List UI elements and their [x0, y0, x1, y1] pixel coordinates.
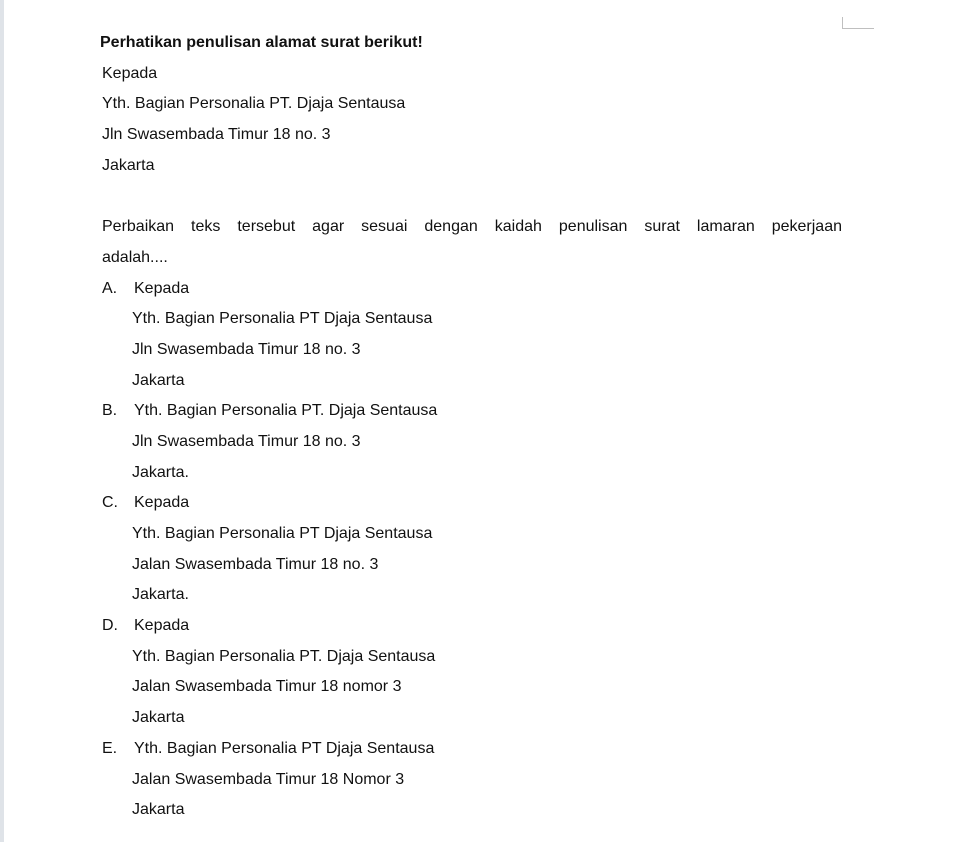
- option-c[interactable]: [102, 488, 842, 611]
- option-letter: D.: [102, 617, 118, 635]
- option-line: Yth. Bagian Personalia PT Djaja Sentausa: [132, 525, 433, 542]
- option-line: Yth. Bagian Personalia PT Djaja Sentausa: [132, 310, 433, 328]
- original-address: [102, 59, 842, 182]
- option-line: Jakarta.: [132, 586, 189, 604]
- option-line: Kepada: [134, 494, 190, 512]
- document-page: [102, 28, 842, 826]
- question-title: Perhatikan penulisan alamat surat berikut!: [100, 34, 423, 51]
- option-line: Kepada: [134, 617, 190, 635]
- option-line: Jakarta.: [132, 463, 189, 481]
- option-letter: A.: [102, 279, 118, 297]
- address-line: Jakarta: [102, 156, 155, 174]
- option-line: Yth. Bagian Personalia PT Djaja Sentausa: [134, 739, 435, 757]
- option-a[interactable]: [102, 274, 842, 397]
- option-line: Yth. Bagian Personalia PT. Djaja Sentausa: [134, 402, 438, 420]
- option-line: Jakarta: [132, 371, 185, 389]
- option-letter: E.: [102, 739, 118, 757]
- option-line: Kepada: [134, 279, 190, 297]
- option-letter: C.: [102, 494, 118, 512]
- question-prompt: Perbaikan teks tersebut agar sesuai dengan kaidah penulisan surat lamaran pekerjaan: [102, 218, 842, 236]
- option-line: Jln Swasembada Timur 18 no. 3: [132, 432, 361, 450]
- question-prompt-end: adalah....: [102, 248, 168, 266]
- address-line: Jln Swasembada Timur 18 no. 3: [102, 126, 331, 144]
- option-line: Jalan Swasembada Timur 18 nomor 3: [132, 678, 402, 696]
- option-line: Jalan Swasembada Timur 18 no. 3: [132, 555, 379, 573]
- option-b[interactable]: [102, 396, 842, 488]
- option-e[interactable]: [102, 734, 842, 826]
- address-line: Yth. Bagian Personalia PT. Djaja Sentausa: [102, 95, 406, 113]
- option-line: Jln Swasembada Timur 18 no. 3: [132, 340, 361, 358]
- option-letter: B.: [102, 402, 118, 420]
- option-line: Jalan Swasembada Timur 18 Nomor 3: [132, 770, 405, 788]
- address-line: Kepada: [102, 64, 158, 82]
- left-page-gutter: [0, 0, 4, 842]
- option-line: Yth. Bagian Personalia PT. Djaja Sentausa: [132, 647, 436, 665]
- option-line: Jakarta: [132, 801, 185, 819]
- option-line: Jakarta: [132, 709, 185, 727]
- page-corner-marker: [842, 17, 874, 29]
- spacer: [102, 181, 842, 212]
- option-d[interactable]: [102, 611, 842, 734]
